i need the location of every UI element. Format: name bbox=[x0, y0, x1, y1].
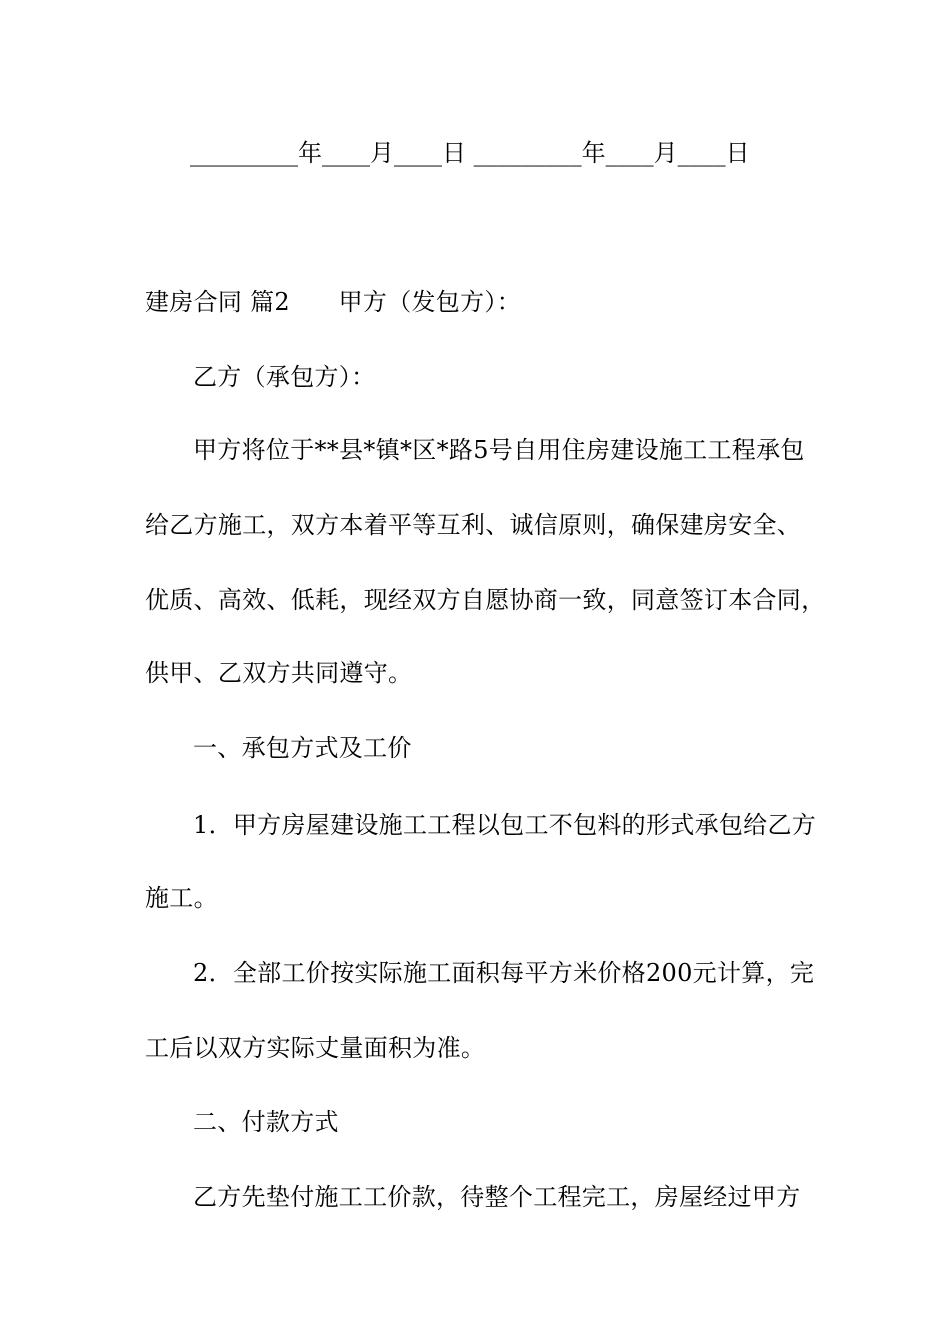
contract-heading: 建房合同 篇2 甲方（发包方）： bbox=[145, 288, 521, 316]
body-line-3: 优质、高效、低耗，现经双方自愿协商一致，同意签订本合同， bbox=[145, 586, 826, 614]
item-1-line-1: 1．甲方房屋建设施工工程以包工不包料的形式承包给乙方 bbox=[193, 811, 817, 839]
item-1-line-2: 施工。 bbox=[145, 884, 218, 912]
section-1-title: 一、承包方式及工价 bbox=[193, 734, 412, 762]
signature-date-line: _________年____月____日 _________年____月____日 bbox=[190, 139, 750, 167]
item-2-line-1: 2．全部工价按实际施工面积每平方米价格200元计算，完 bbox=[193, 959, 815, 987]
section-2-title: 二、付款方式 bbox=[193, 1108, 339, 1136]
body-line-1: 甲方将位于**县*镇*区*路5号自用住房建设施工工程承包 bbox=[193, 436, 805, 464]
body-line-4: 供甲、乙双方共同遵守。 bbox=[145, 659, 413, 687]
body-line-2: 给乙方施工，双方本着平等互利、诚信原则，确保建房安全、 bbox=[145, 511, 802, 539]
item-2-line-2: 工后以双方实际丈量面积为准。 bbox=[145, 1034, 486, 1062]
payment-line: 乙方先垫付施工工价款，待整个工程完工，房屋经过甲方 bbox=[193, 1183, 801, 1211]
party-b-label: 乙方（承包方）： bbox=[193, 363, 376, 391]
